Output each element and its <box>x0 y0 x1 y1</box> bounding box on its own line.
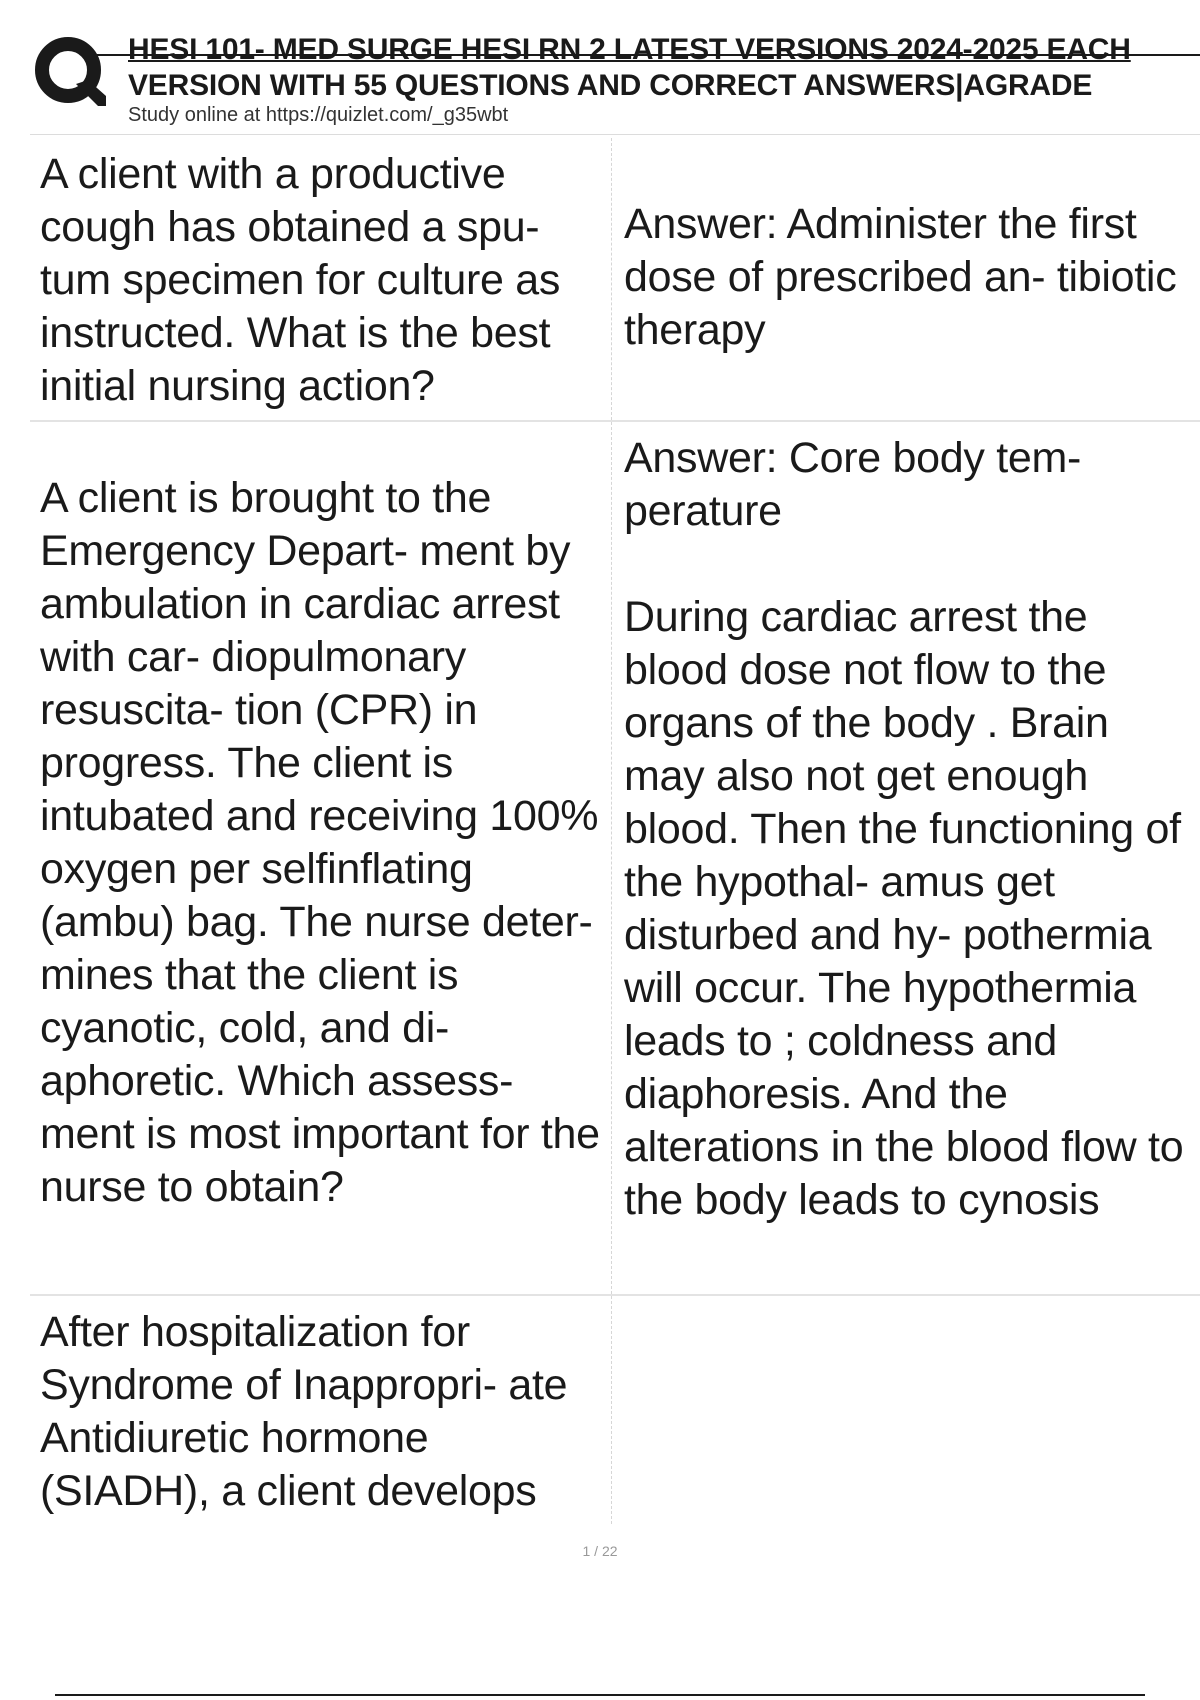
page-indicator: 1 / 22 <box>582 1543 618 1559</box>
question-cell <box>30 1296 612 1524</box>
document-header <box>30 30 1200 135</box>
answer-cell <box>612 422 1200 1294</box>
question-cell <box>30 138 612 420</box>
bottom-rule <box>55 1694 1145 1696</box>
flashcard-1 <box>30 138 1200 422</box>
header-text <box>128 32 1200 128</box>
flashcard-list <box>30 138 1200 1524</box>
answer-cell <box>612 138 1200 420</box>
flashcard-3 <box>30 1296 1200 1524</box>
document-title-line-1: HESI 101- MED SURGE HESI RN 2 LATEST VERSIONS 2024-2025 EACH <box>128 33 1131 66</box>
quizlet-q-logo-icon <box>32 34 108 110</box>
answer-explanation: During cardiac arrest the blood dose not flow to the organs of the body . Brain may also not get enough blood. Then the functioning of the hypothal- amus get disturbed and hy- pothermia will occur. The hypothermia leads to ; coldness and diaphoresis. And the alterations in the blood flow to the body leads to cynosis <box>624 593 1184 1224</box>
question-cell <box>30 422 612 1294</box>
answer-spacer <box>624 538 1190 591</box>
document-title-line-2: VERSION WITH 55 QUESTIONS AND CORRECT ANSWERS|AGRADE <box>128 69 1093 102</box>
study-online-link[interactable]: Study online at https://quizlet.com/_g35wbt <box>128 104 509 126</box>
question-text: After hospitalization for Syndrome of Inappropri- ate Antidiuretic hormone (SIADH), a client develops <box>40 1308 568 1515</box>
flashcard-2 <box>30 422 1200 1296</box>
answer-cell <box>612 1296 1200 1524</box>
question-text: A client is brought to the Emergency Depart- ment by ambulation in cardiac arrest with car- diopulmonary resuscita- tion (CPR) in progress. The client is intubated and receiving 100% oxygen per selfinflating (ambu) bag. The nurse deter- mines that the client is cyanotic, cold, and di- aphoretic. Which assess- ment is most important for the nurse to obtain? <box>40 474 600 1211</box>
answer-text: Answer: Administer the first dose of prescribed an- tibiotic therapy <box>624 199 1177 354</box>
question-text: A client with a productive cough has obtained a spu- tum specimen for culture as instructed. What is the best initial nursing action? <box>40 150 561 410</box>
answer-text: Answer: Core body tem- perature <box>624 434 1082 535</box>
